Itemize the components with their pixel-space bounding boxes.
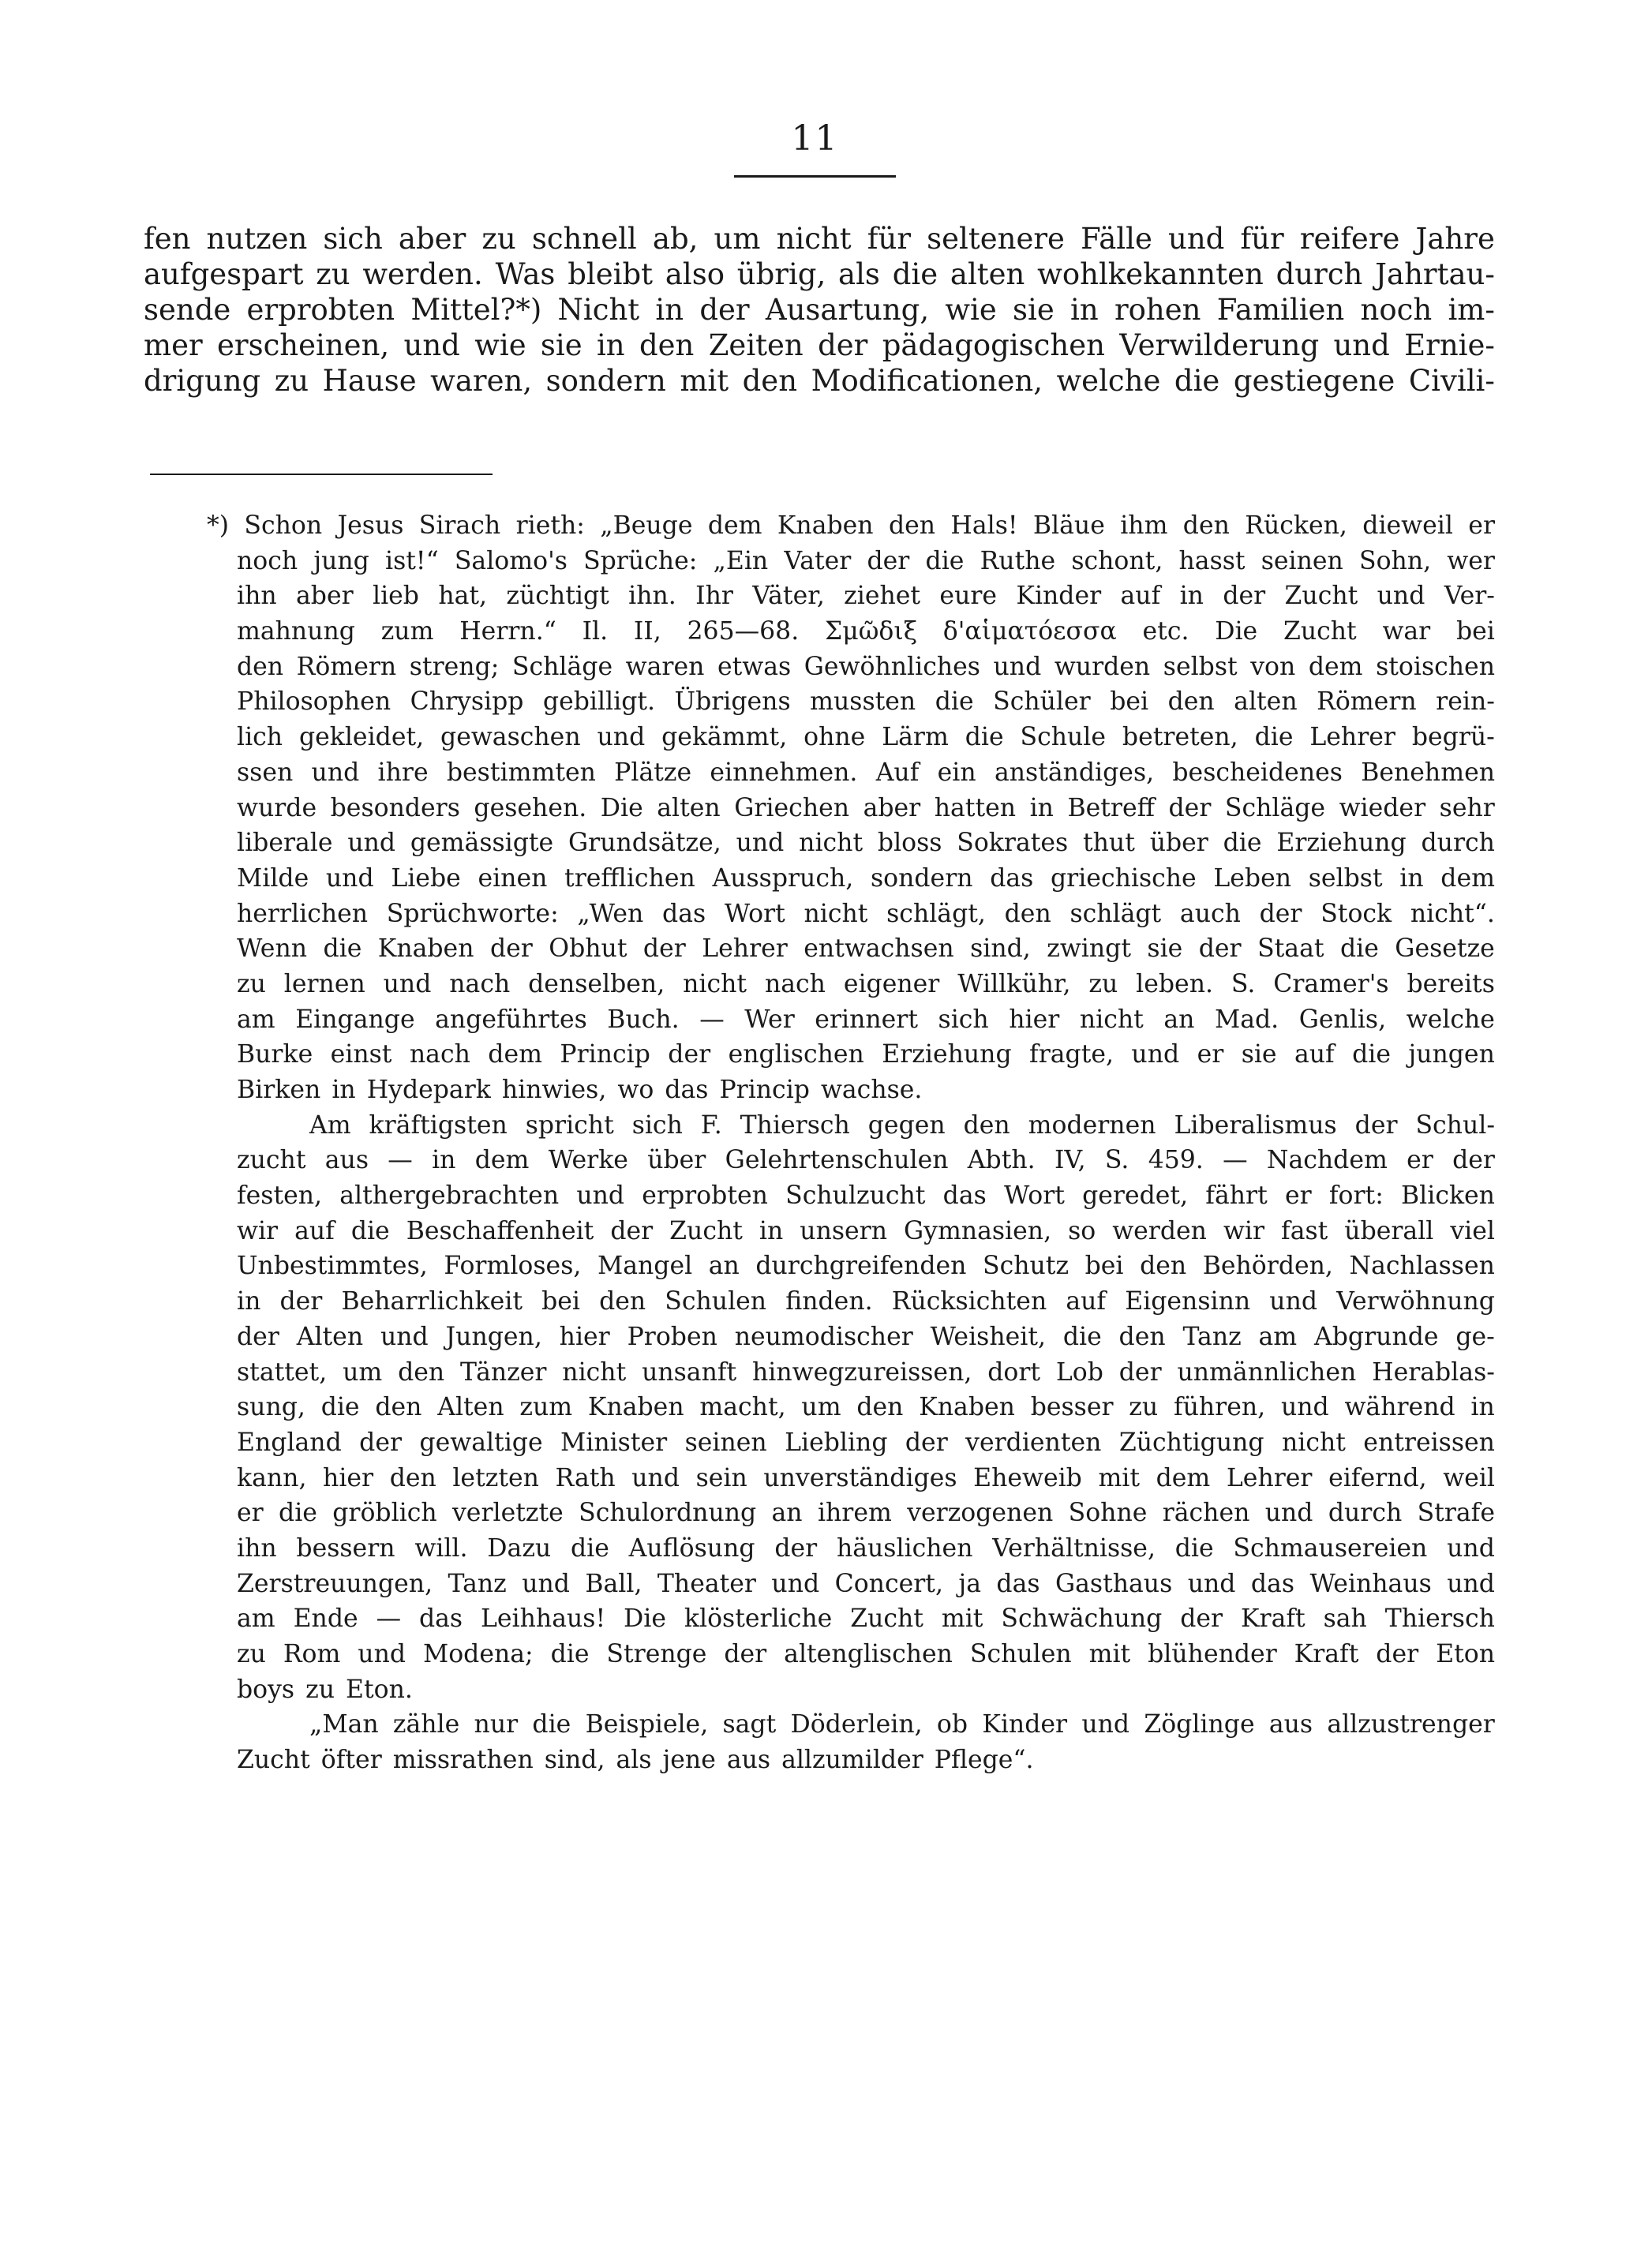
footnote-line: zu lernen und nach denselben, nicht nach eigener Willkühr, zu leben. S. Cramer's bereits [237, 969, 1495, 998]
footnote-line: Milde und Liebe einen trefflichen Ausspruch, sondern das griechische Leben selbst in dem [237, 863, 1495, 893]
footnote-line: zucht aus — in dem Werke über Gelehrtenschulen Abth. IV, S. 459. — Nachdem er der [237, 1146, 1495, 1175]
footnote-line: am Ende — das Leihhaus! Die klösterliche Zucht mit Schwächung der Kraft sah Thiersch [237, 1604, 1495, 1634]
main-text-line: fen nutzen sich aber zu schnell ab, um nicht für seltenere Fälle und für reifere Jahre [144, 222, 1495, 256]
footnote-line: noch jung ist!“ Salomo's Sprüche: „Ein Vater der die Ruthe schont, hasst seinen Sohn, wer [237, 546, 1495, 575]
footnote-line: Philosophen Chrysipp gebilligt. Übrigens mussten die Schüler bei den alten Römern rein- [237, 687, 1495, 717]
footnote-line: „Man zähle nur die Beispiele, sagt Döderlein, ob Kinder und Zöglinge aus allzustrenger [309, 1710, 1495, 1739]
main-text-line: aufgespart zu werden. Was bleibt also übrig, als die alten wohlkekannten durch Jahrtau- [144, 257, 1495, 291]
footnote-line: wir auf die Beschaffenheit der Zucht in unsern Gymnasien, so werden wir fast überall viel [237, 1216, 1495, 1245]
footnote-line: England der gewaltige Minister seinen Liebling der verdienten Züchtigung nicht entreissen [237, 1428, 1495, 1457]
footnote-line: sung, die den Alten zum Knaben macht, um den Knaben besser zu führen, und während in [237, 1393, 1495, 1422]
footnote-line: herrlichen Sprüchworte: „Wen das Wort nicht schlägt, den schlägt auch der Stock nicht“. [237, 899, 1495, 928]
footnote-line: Unbestimmtes, Formloses, Mangel an durchgreifenden Schutz bei den Behörden, Nachlassen [237, 1252, 1495, 1281]
footnote-line: stattet, um den Tänzer nicht unsanft hinwegzureissen, dort Lob der unmännlichen Herablas- [237, 1357, 1495, 1387]
footnote-line: Birken in Hydepark hinwies, wo das Princip wachse. [237, 1076, 923, 1104]
main-text-line: mer erscheinen, und wie sie in den Zeiten der pädagogischen Verwilderung und Ernie- [144, 328, 1495, 362]
footnote-line: den Römern streng; Schläge waren etwas Gewöhnliches und wurden selbst von dem stoischen [237, 652, 1495, 681]
footnote-block [207, 508, 1495, 1778]
footnote-line: boys zu Eton. [237, 1675, 413, 1704]
footnote-line: ihn bessern will. Dazu die Auflösung der häuslichen Verhältnisse, die Schmausereien und [237, 1533, 1495, 1563]
footnote-line: festen, althergebrachten und erprobten Schulzucht das Wort geredet, fährt er fort: Blicken [237, 1181, 1495, 1211]
footnote-line: ssen und ihre bestimmten Plätze einnehmen. Auf ein anständiges, bescheidenes Benehmen [237, 758, 1495, 787]
footnote-line: Zerstreuungen, Tanz und Ball, Theater und Concert, ja das Gasthaus und das Weinhaus und [237, 1569, 1495, 1598]
footnote-line: lich gekleidet, gewaschen und gekämmt, ohne Lärm die Schule betreten, die Lehrer begrü- [237, 723, 1495, 752]
footnote-line: kann, hier den letzten Rath und sein unverständiges Eheweib mit dem Lehrer eifernd, weil [237, 1463, 1495, 1492]
footnote-line: Am kräftigsten spricht sich F. Thiersch gegen den modernen Liberalismus der Schul- [309, 1110, 1495, 1140]
page-number: 11 [791, 118, 839, 159]
footnote-line: der Alten und Jungen, hier Proben neumodischer Weisheit, die den Tanz am Abgrunde ge- [237, 1322, 1495, 1351]
footnote-line: in der Beharrlichkeit bei den Schulen finden. Rücksichten auf Eigensinn und Verwöhnung [237, 1287, 1495, 1316]
footnote-line: mahnung zum Herrn.“ Il. II, 265—68. Σμῶδιξ δ'αἱματόεσσα etc. Die Zucht war bei [237, 617, 1495, 646]
main-text-line: drigung zu Hause waren, sondern mit den Modificationen, welche die gestiegene Civili- [144, 364, 1495, 398]
main-text-line: sende erprobten Mittel?*) Nicht in der Ausartung, wie sie in rohen Familien noch im- [144, 293, 1495, 327]
page-number-rule [734, 175, 896, 178]
footnote-separator-rule [150, 474, 493, 475]
footnote-line: Wenn die Knaben der Obhut der Lehrer entwachsen sind, zwingt sie der Staat die Gesetze [237, 934, 1495, 964]
footnote-line: am Eingange angeführtes Buch. — Wer erinnert sich hier nicht an Mad. Genlis, welche [237, 1005, 1495, 1034]
footnote-line: liberale und gemässigte Grundsätze, und nicht bloss Sokrates thut über die Erziehung durch [237, 829, 1495, 858]
footnote-line: wurde besonders gesehen. Die alten Griechen aber hatten in Betreff der Schläge wieder sehr [237, 793, 1495, 822]
footnote-line: ihn aber lieb hat, züchtigt ihn. Ihr Väter, ziehet eure Kinder auf in der Zucht und Ver- [237, 582, 1495, 611]
footnote-line: er die gröblich verletzte Schulordnung an ihrem verzogenen Sohne rächen und durch Strafe [237, 1499, 1495, 1528]
footnote-line: *) Schon Jesus Sirach rieth: „Beuge dem Knaben den Hals! Bläue ihm den Rücken, dieweil er [207, 511, 1495, 540]
main-text-block [144, 221, 1495, 399]
footnote-line: zu Rom und Modena; die Strenge der altenglischen Schulen mit blühender Kraft der Eton [237, 1640, 1495, 1668]
footnote-line: Zucht öfter missrathen sind, als jene aus allzumilder Pflege“. [237, 1746, 1034, 1775]
footnote-line: Burke einst nach dem Princip der englischen Erziehung fragte, und er sie auf die jungen [237, 1040, 1495, 1069]
